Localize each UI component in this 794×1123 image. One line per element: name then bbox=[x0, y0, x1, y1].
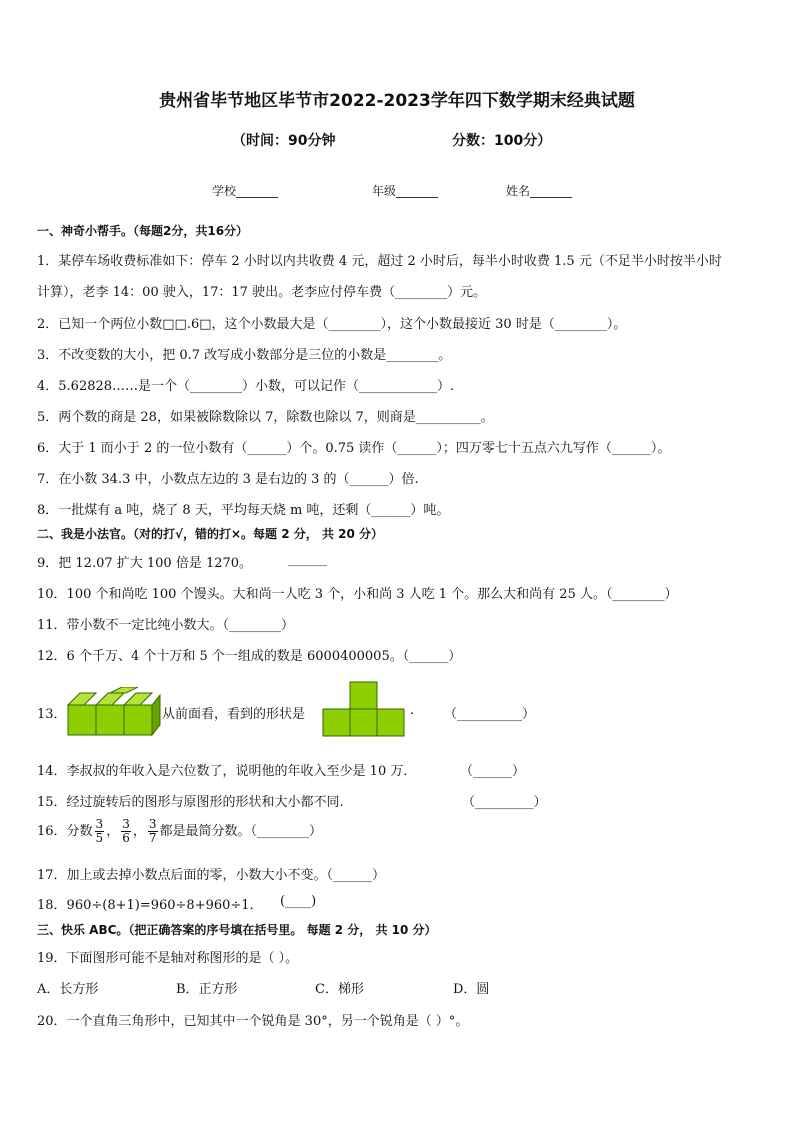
question-12: 12．6 个千万、4 个十万和 5 个一组成的数是 6000400005。（______） bbox=[37, 649, 462, 664]
question-16-prefix: 16．分数 bbox=[37, 824, 93, 839]
question-20: 20．一个直角三角形中，已知其中一个锐角是 30°，另一个锐角是（ ）°。 bbox=[37, 1014, 469, 1029]
question-10: 10．100 个和尚吃 100 个馒头。大和尚一人吃 3 个，小和尚 3 人吃 1 个。那么大和尚有 25 人。（________） bbox=[37, 587, 678, 602]
school-field: 学校_______ bbox=[212, 184, 279, 198]
fraction-numerator: 3 bbox=[122, 817, 130, 831]
question-8: 8．一批煤有 a 吨，烧了 8 天，平均每天烧 m 吨，还剩（______）吨。 bbox=[37, 503, 450, 518]
question-19-option-a: A．长方形 bbox=[37, 982, 99, 997]
section-3-heading: 三、快乐 ABC。（把正确答案的序号填在括号里。 每题 2 分， 共 10 分） bbox=[37, 923, 437, 937]
question-17: 17．加上或去掉小数点后面的零，小数大小不变。（______） bbox=[37, 868, 386, 883]
fraction-3-7 bbox=[148, 818, 158, 845]
question-7: 7．在小数 34.3 中，小数点左边的 3 是右边的 3 的（______）倍. bbox=[37, 472, 419, 487]
question-15: 15．经过旋转后的图形与原图形的形状和大小都不同. bbox=[37, 795, 344, 810]
separator: ， bbox=[106, 824, 120, 839]
separator: ， bbox=[132, 824, 146, 839]
question-1-line-1: 1．某停车场收费标准如下：停车 2 小时以内共收费 4 元，超过 2 小时后，每半小时收费 1.5 元（不足半小时按半小时 bbox=[37, 254, 722, 269]
page-title: 贵州省毕节地区毕节市2022-2023学年四下数学期末经典试题 bbox=[159, 91, 635, 111]
fraction-denominator: 6 bbox=[122, 831, 130, 845]
fraction-numerator: 3 bbox=[95, 817, 104, 831]
question-6: 6．大于 1 而小于 2 的一位小数有（______）个。0.75 读作（______）；四万零七十五点六九写作（______）。 bbox=[37, 441, 671, 456]
question-13-text: 从前面看，看到的形状是 bbox=[162, 707, 306, 722]
question-16 bbox=[37, 818, 322, 845]
question-18: 18．960÷(8+1)=960÷8+960÷1． bbox=[37, 898, 263, 913]
question-1-line-2: 计算），老李 14：00 驶入，17：17 驶出。老李应付停车费（________）元。 bbox=[37, 285, 487, 300]
fraction-numerator: 3 bbox=[148, 817, 157, 831]
question-4: 4．5.62828……是一个（________）小数，可以记作（____________）. bbox=[37, 379, 455, 394]
question-9: 9．把 12.07 扩大 100 倍是 1270。 bbox=[37, 556, 253, 571]
question-2: 2．已知一个两位小数□□.6□，这个小数最大是（________），这个小数最接近 30 时是（________）。 bbox=[37, 317, 627, 332]
fraction-3-5 bbox=[95, 818, 105, 845]
question-3: 3．不改变数的大小，把 0.7 改写成小数部分是三位的小数是________。 bbox=[37, 348, 452, 363]
exam-score: 分数：100分） bbox=[452, 133, 552, 149]
question-13-period: . bbox=[410, 703, 415, 718]
question-18-blank: (____) bbox=[280, 894, 317, 909]
front-view-shape bbox=[322, 681, 406, 737]
question-19-option-c: C．梯形 bbox=[315, 982, 364, 997]
question-13-blank: （__________） bbox=[444, 707, 536, 722]
question-15-blank: （_________） bbox=[462, 795, 547, 810]
grade-field: 年级_______ bbox=[372, 184, 439, 198]
exam-time: （时间：90分钟 bbox=[232, 133, 336, 149]
question-13-number: 13． bbox=[37, 707, 67, 722]
question-19-option-b: B．正方形 bbox=[176, 982, 238, 997]
question-14-blank: （______） bbox=[460, 764, 526, 779]
question-19-option-d: D．圆 bbox=[453, 982, 490, 997]
fraction-denominator: 7 bbox=[148, 831, 157, 845]
question-16-suffix: 都是最简分数。（________） bbox=[159, 824, 323, 839]
question-19: 19．下面图形可能不是轴对称图形的是（ ）。 bbox=[37, 951, 299, 966]
fraction-3-6 bbox=[121, 818, 131, 845]
cube-stack-figure bbox=[66, 687, 162, 737]
question-14: 14．李叔叔的年收入是六位数了，说明他的年收入至少是 10 万． bbox=[37, 764, 417, 779]
name-field: 姓名_______ bbox=[506, 184, 573, 198]
section-1-heading: 一、神奇小帮手。（每题2分，共16分） bbox=[37, 224, 249, 238]
question-5: 5．两个数的商是 28，如果被除数除以 7，除数也除以 7，则商是__________。 bbox=[37, 410, 494, 425]
question-11: 11．带小数不一定比纯小数大。（________） bbox=[37, 618, 295, 633]
fraction-denominator: 5 bbox=[95, 831, 104, 845]
question-9-blank: ______ bbox=[288, 552, 327, 567]
section-2-heading: 二、我是小法官。（对的打√，错的打×。每题 2 分， 共 20 分） bbox=[37, 527, 383, 541]
